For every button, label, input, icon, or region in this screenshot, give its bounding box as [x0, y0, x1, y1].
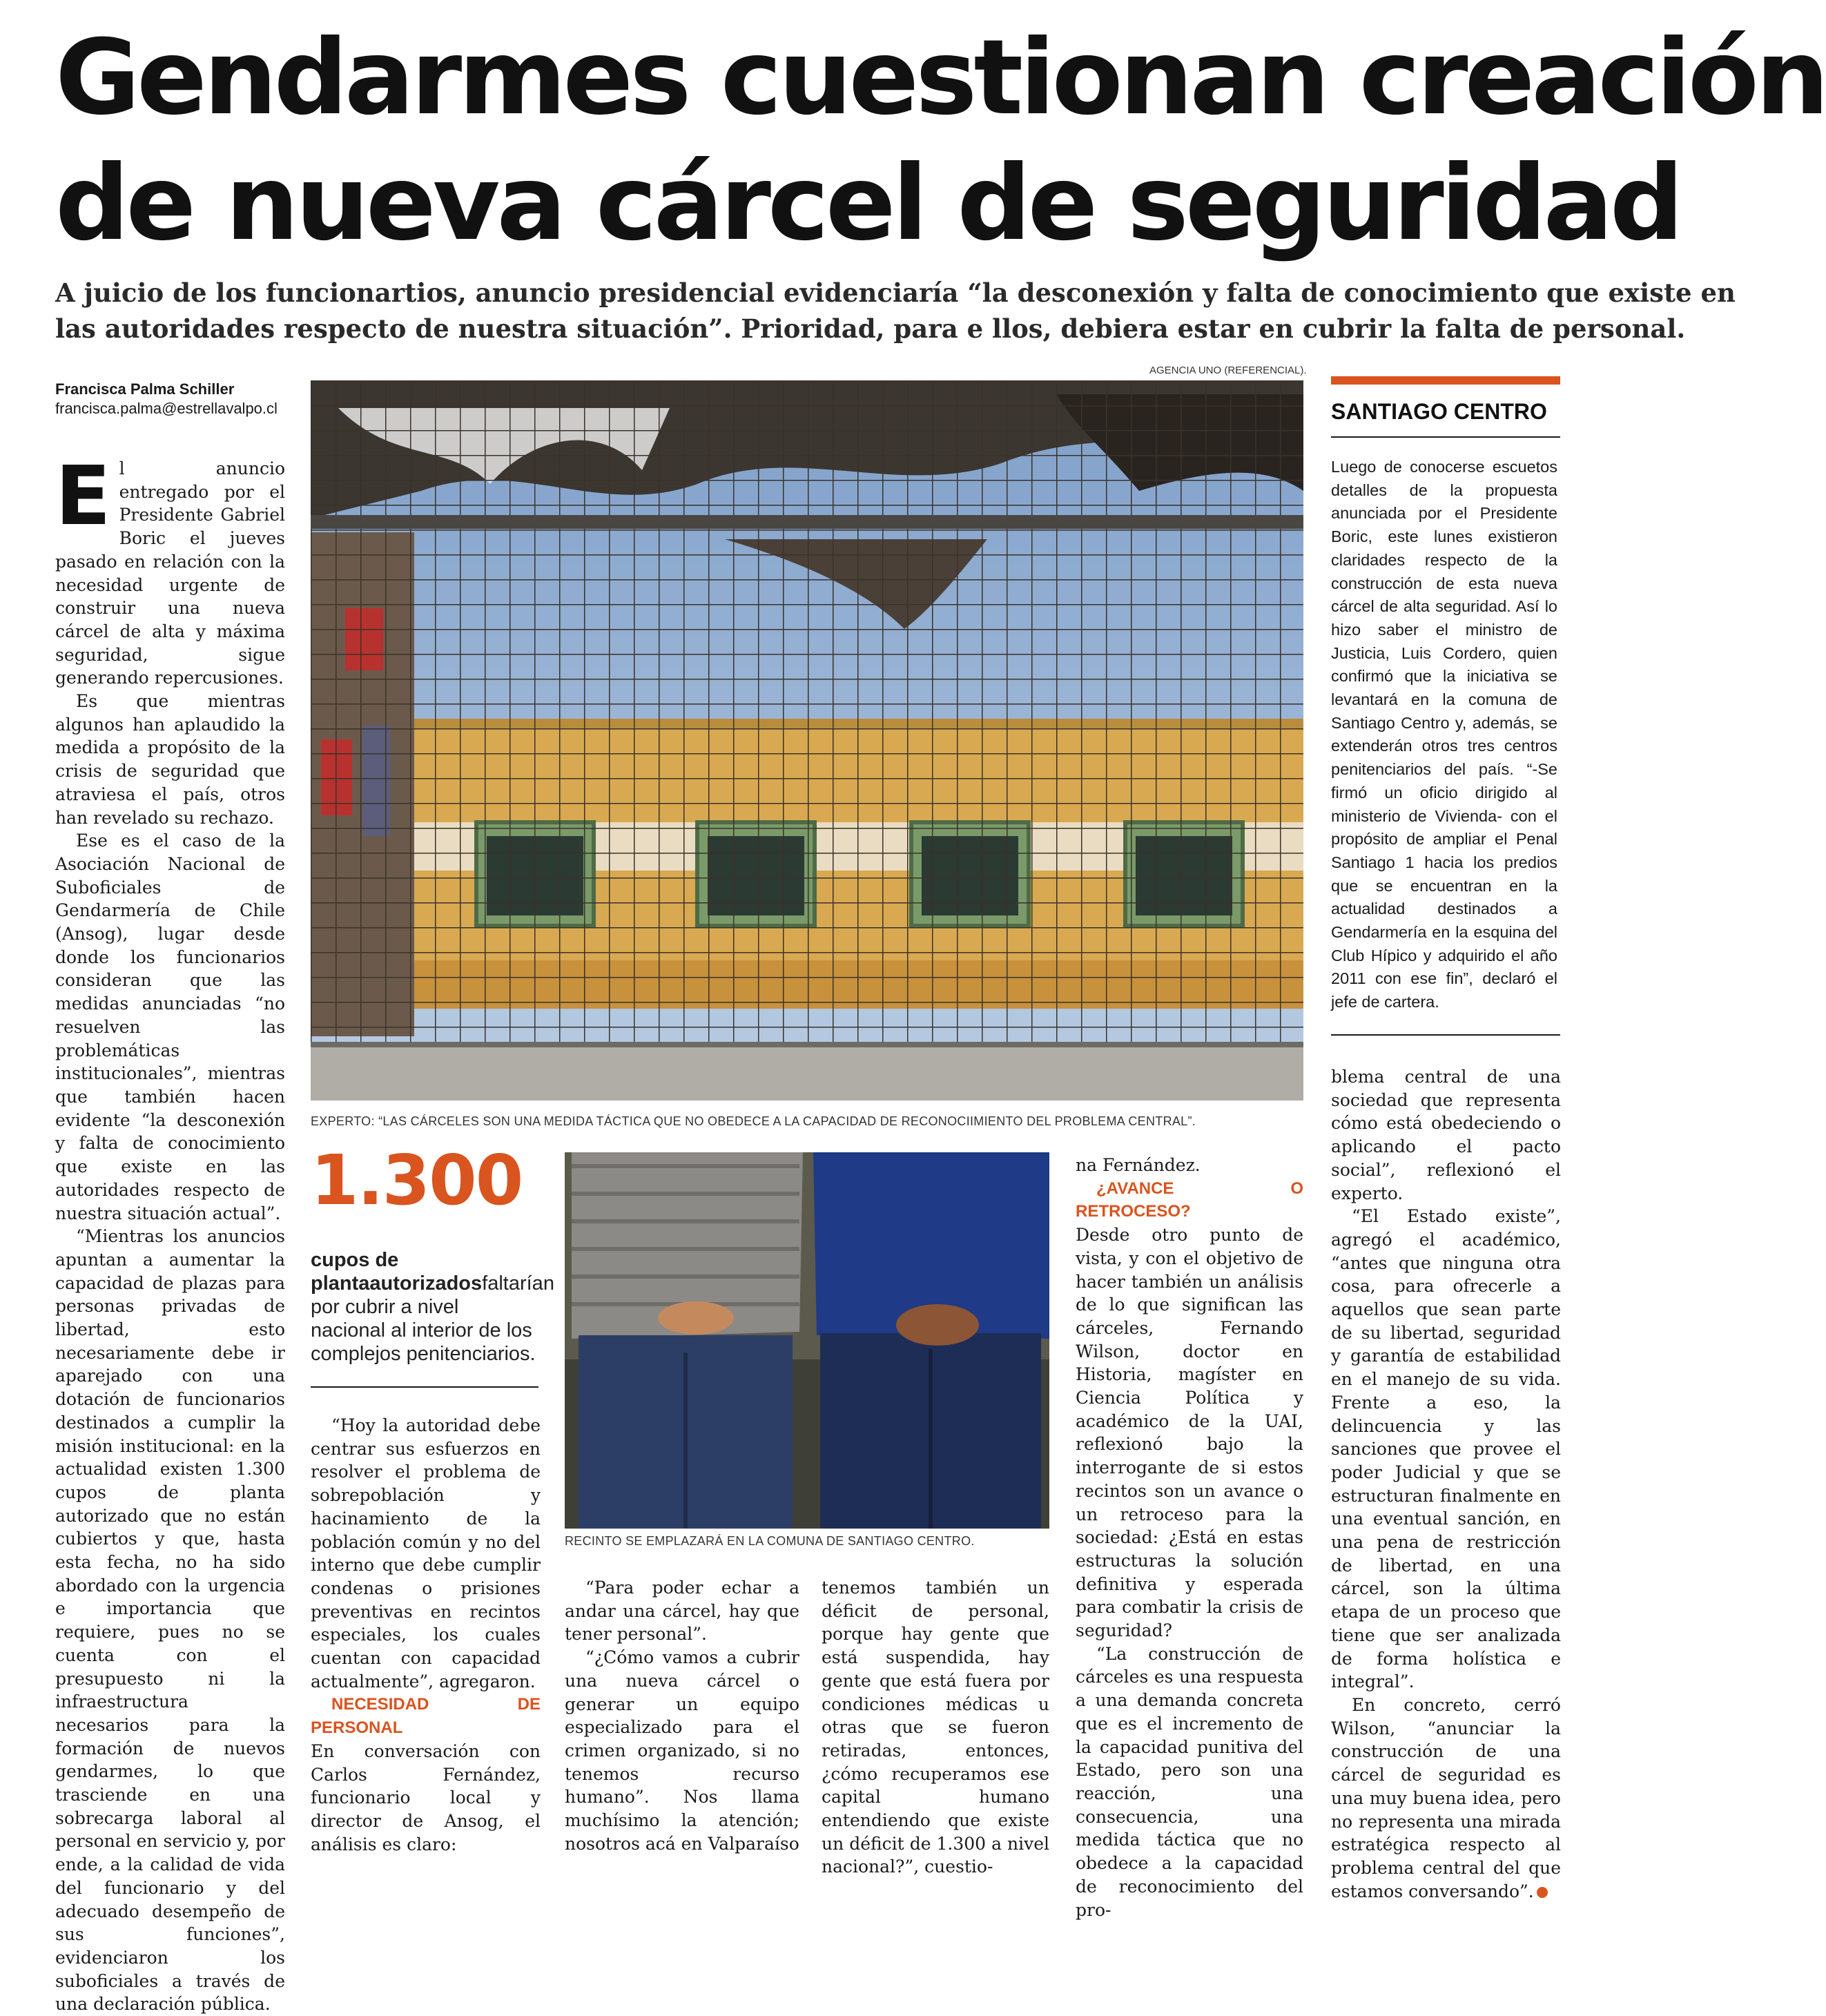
divider	[311, 1386, 538, 1388]
body-column-3	[565, 1576, 799, 1855]
end-mark-icon	[1537, 1887, 1548, 1898]
sidebar-text: Luego de conocerse escuetos detalles de la propuesta anunciada por el Presidente Boric, este lunes existieron claridades respecto de la construcción de esta nueva cárcel de alta seguridad. Así lo hizo saber el ministro de Justicia, Luis Cordero, quien confirmó que la iniciativa se levantará en la comuna de Santiago Centro y, además, se extenderán otros tres centros penitenciarios del país. “-Se firmó un oficio dirigido al ministerio de Vivienda- con el propósito de ampliar el Penal Santiago 1 hacia los predios que se encuentran en la actualidad destinados a Gendarmería en la esquina del Club Hípico y adquirido el año 2011 con ese fin”, declaró el jefe de cartera.	[1331, 458, 1557, 1011]
paragraph-text: En concreto, cerró Wilson, “anunciar la construcción de una cárcel de seguridad es una muy buena idea, pero no representa una mirada estratégica respecto al problema central del que estamos conversando”.	[1331, 1694, 1561, 1901]
body-column-4	[822, 1576, 1049, 1879]
fact-box	[311, 1248, 554, 1366]
divider	[1331, 436, 1560, 438]
headline	[55, 15, 1826, 266]
paragraph: Es que mientras algunos han aplaudido la medida a propósito de la crisis de seguridad que atraviesa el país, otros han revelado su rechazo.	[55, 691, 285, 828]
prison-fence-photo	[311, 380, 1303, 1101]
photo-credit: AGENCIA UNO (REFERENCIAL).	[1149, 365, 1307, 376]
paragraph: “¿Cómo vamos a cubrir una nueva cárcel o generar un equipo especializado para el crimen organizado, si no tenemos recurso humano”. Nos llama muchísimo la atención; nosotros acá en Valparaíso	[565, 1647, 799, 1854]
paragraph: “Para poder echar a andar una cárcel, hay que tener personal”.	[565, 1578, 799, 1645]
sidebar-accent-bar	[1331, 376, 1560, 385]
author-email: francisca.palma@estrellavalpo.cl	[55, 400, 278, 417]
paragraph: En conversación con Carlos Fernández, funcionario local y director de Ansog, el análisis es claro:	[311, 1741, 541, 1854]
paragraph: blema central de una sociedad que representa cómo está obedeciendo o aplicando el pacto social”, reflexionó el experto.	[1331, 1067, 1561, 1203]
byline	[55, 380, 278, 418]
lede	[55, 275, 1736, 347]
sidebar-body	[1331, 456, 1557, 1014]
paragraph: “Hoy la autoridad debe centrar sus esfuerzos en resolver el problema de sobrepoblación y hacinamiento de la población común y no del interno que debe cumplir condenas o prisiones preventivas en recintos especiales, los cuales cuentan con capacidad actualmente”, agregaron.	[311, 1415, 541, 1692]
paragraph: Ese es el caso de la Asociación Nacional de Suboficiales de Gendarmería de Chile (Ansog), lugar desde donde los funcionarios consideran que las medidas anunciadas “no resuelven las problemáticas institucionales”, mientras que también hacen evidente “la desconexión y falta de conocimiento que existe en las autoridades respecto de nuestra situación actual”.	[55, 831, 285, 1223]
headline-line-2: de nueva cárcel de seguridad	[55, 144, 1681, 264]
divider	[1331, 1034, 1560, 1036]
body-column-2	[311, 1414, 541, 1856]
body-column-1	[55, 448, 285, 2016]
fact-number: 1.300	[311, 1140, 523, 1221]
body-column-6	[1331, 1065, 1561, 1903]
section-subhead: NECESIDAD DE PERSONAL	[311, 1695, 541, 1738]
paragraph: Desde otro punto de vista, y con el objetivo de hacer también un análisis de lo que significan las cárceles, Fernando Wilson, doctor en Historia, magíster en Ciencia Política y académico de la UAI, reflexionó bajo la interrogante de si estos recintos son un avance o un retroceso para la sociedad: ¿Está en estas estructuras la solución definitiva y esperada para combatir la crisis de seguridad?	[1076, 1225, 1303, 1641]
paragraph: “Mientras los anuncios apuntan a aumentar la capacidad de plazas para personas privadas de libertad, esto necesariamente debe ir aparejado con una dotación de funcionarios destinados a cumplir la misión institucional: en la actualidad existen 1.300 cupos de planta autorizado que no están cubiertos y que, hasta esta fecha, no ha sido abordado con la urgencia e importancia que requiere, pues no se cuenta con el presupuesto ni la infraestructura necesarios para la formación de nuevos gendarmes, lo que trasciende en una sobrecarga laboral al personal en servicio y, por ende, a la calidad de vida del funcionario y del adecuado desempeño de sus funciones”, evidenciaron los suboficiales a través de una declaración pública.	[55, 1226, 285, 2015]
author-name: Francisca Palma Schiller	[55, 380, 235, 398]
paragraph	[1331, 1694, 1561, 1903]
headline-line-1: Gendarmes cuestionan creación	[55, 18, 1826, 138]
lede-line-1: A juicio de los funcionartios, anuncio presidencial evidenciaría “la desconexión y falta de conocimiento que existe en	[55, 278, 1736, 308]
paragraph: na Fernández.	[1076, 1155, 1201, 1175]
body-column-5	[1076, 1154, 1303, 1921]
paragraph: tenemos también un déficit de personal, porque hay gente que está suspendida, hay gente que está fuera por condiciones médicas u otras que se fueron retiradas, entonces, ¿cómo recuperamos ese capital humano entendiendo que existe un déficit de 1.300 a nivel nacional?”, cuestio-	[822, 1578, 1049, 1877]
fact-text: faltarían por cubrir a nivel nacional al interior de los complejos penitenciarios.	[311, 1272, 554, 1365]
photo1-caption: EXPERTO: “LAS CÁRCELES SON UNA MEDIDA TÁCTICA QUE NO OBEDECE A LA CAPACIDAD DE RECONOCIIMIENTO DEL PROBLEMA CENTRAL”.	[311, 1114, 1196, 1128]
section-subhead: ¿AVANCE O RETROCESO?	[1076, 1179, 1303, 1221]
paragraph: “El Estado existe”, agregó el académico, “antes que ninguna otra cosa, para ofrecerle a aquellos que sean parte de su libertad, seguridad y garantía de estabilidad en el manejo de su vida. Frente a eso, la delincuencia y las sanciones que provee el poder Judicial y que se estructuran finalmente en una eventual sanción, en una pena de restricción de libertad, en una cárcel, son la última etapa de un proceso que tiene que ser analizada de forma holística e integral”.	[1331, 1206, 1561, 1692]
sidebar-title: SANTIAGO CENTRO	[1331, 399, 1547, 424]
inmates-hands-photo	[565, 1152, 1049, 1529]
fact-bold: cupos de plantaautorizados	[311, 1249, 483, 1295]
lede-line-2: las autoridades respecto de nuestra situación”. Prioridad, para e llos, debiera estar en cubrir la falta de personal.	[55, 313, 1686, 344]
drop-cap: E	[55, 448, 111, 543]
paragraph: “La construcción de cárceles es una respuesta a una demanda concreta que es el incremento de la capacidad punitiva del Estado, pero son una reacción, una consecuencia, una medida táctica que no obedece a la capacidad de reconocimiento del pro-	[1076, 1643, 1303, 1920]
photo2-caption: RECINTO SE EMPLAZARÁ EN LA COMUNA DE SANTIAGO CENTRO.	[565, 1534, 975, 1548]
paragraph: l anuncio entregado por el Presidente Gabriel Boric el jueves pasado en relación con la necesidad urgente de construir una nueva cárcel de alta y máxima seguridad, sigue generando repercusiones.	[55, 458, 285, 688]
